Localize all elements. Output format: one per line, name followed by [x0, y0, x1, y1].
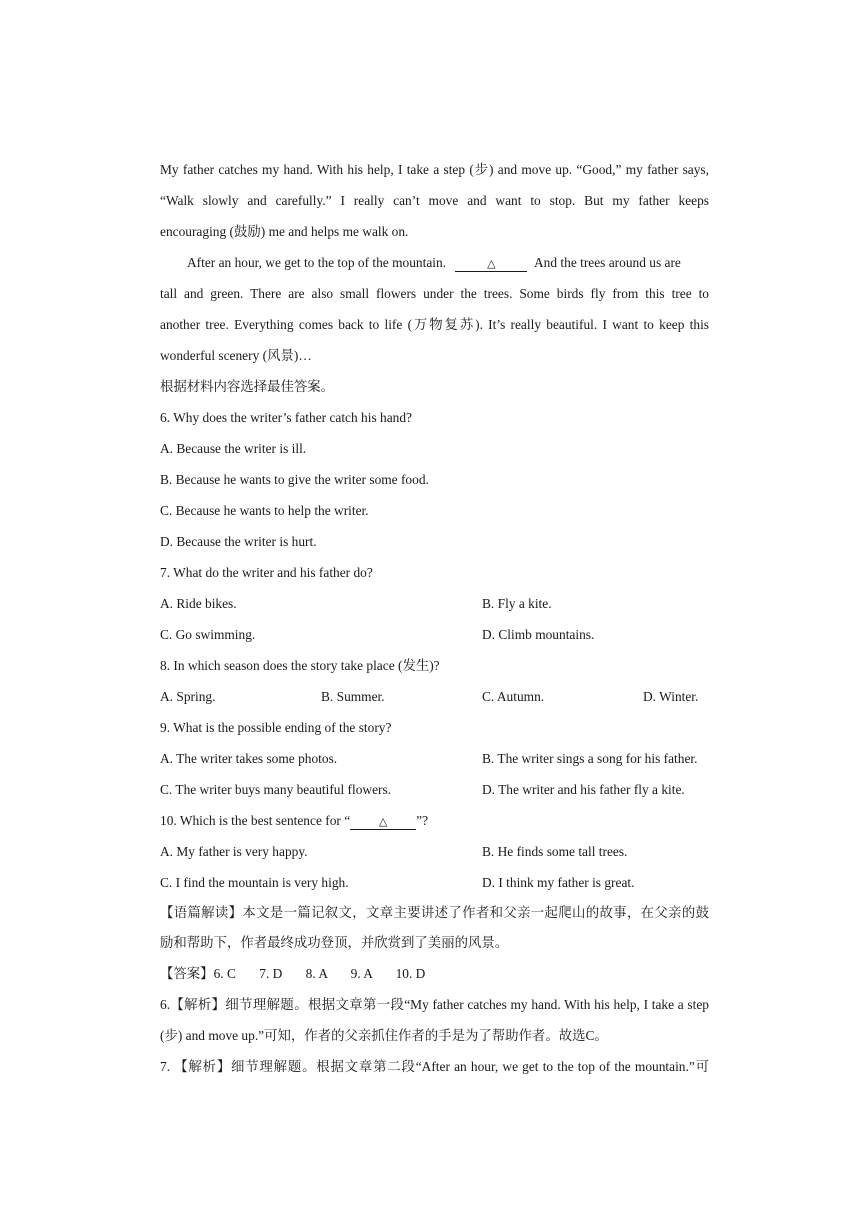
answer-key	[160, 965, 709, 983]
option: C. Go swimming.	[160, 627, 256, 642]
explanation-line: 7. 【解析】细节理解题。根据文章第二段“After an hour, we get to the top of the mountain.”可	[160, 1059, 709, 1074]
explanation-line: (步) and move up.”可知，作者的父亲抓住作者的手是为了帮助作者。故选C。	[160, 1028, 608, 1043]
option: C. Because he wants to help the writer.	[160, 503, 369, 518]
passage-text: After an hour, we get to the top of the mountain.	[187, 255, 447, 270]
option: C. Autumn.	[482, 689, 545, 704]
option: C. The writer buys many beautiful flowers.	[160, 782, 392, 797]
summary-line: 【语篇解读】本文是一篇记叙文，文章主要讲述了作者和父亲一起爬山的故事，在父亲的鼓	[160, 905, 709, 920]
question-stem: 6. Why does the writer’s father catch his hand?	[160, 410, 412, 425]
option: D. Winter.	[643, 689, 699, 704]
option: A. My father is very happy.	[160, 844, 308, 859]
option: B. He finds some tall trees.	[482, 844, 628, 859]
explanation-line: 6.【解析】细节理解题。根据文章第一段“My father catches my hand. With his help, I take a step	[160, 997, 709, 1012]
answer-blank: △	[455, 257, 527, 272]
answer-blank: △	[350, 815, 416, 830]
option: A. The writer takes some photos.	[160, 751, 338, 766]
question-text: 10. Which is the best sentence for “	[160, 813, 351, 828]
answer-item: 8. A	[305, 966, 328, 981]
option: B. Fly a kite.	[482, 596, 552, 611]
option: D. Climb mountains.	[482, 627, 595, 642]
option: B. Summer.	[321, 689, 385, 704]
passage-line-with-blank	[187, 254, 709, 272]
option: D. The writer and his father fly a kite.	[482, 782, 685, 797]
option: C. I find the mountain is very high.	[160, 875, 349, 890]
passage-line: My father catches my hand. With his help, I take a step (步) and move up. “Good,” my father says,	[160, 162, 709, 177]
answer-item: 7. D	[259, 966, 283, 981]
passage-line: another tree. Everything comes back to life (万物复苏). It’s really beautiful. I want to keep this	[160, 317, 709, 332]
passage-text: And the trees around us are	[534, 255, 681, 270]
question-stem	[160, 812, 709, 830]
summary-line: 励和帮助下，作者最终成功登顶，并欣赏到了美丽的风景。	[160, 935, 509, 950]
passage-line: wonderful scenery (风景)…	[160, 348, 312, 363]
option: A. Because the writer is ill.	[160, 441, 307, 456]
answer-label: 【答案】	[160, 966, 214, 981]
question-stem: 7. What do the writer and his father do?	[160, 565, 373, 580]
passage-line: encouraging (鼓励) me and helps me walk on.	[160, 224, 409, 239]
option: A. Ride bikes.	[160, 596, 237, 611]
answer-item: 6. C	[213, 966, 236, 981]
passage-line: tall and green. There are also small flowers under the trees. Some birds fly from this tree to	[160, 286, 709, 301]
option: A. Spring.	[160, 689, 216, 704]
question-stem: 8. In which season does the story take place (发生)?	[160, 658, 440, 673]
instruction: 根据材料内容选择最佳答案。	[160, 379, 335, 394]
answer-item: 10. D	[395, 966, 426, 981]
option: D. Because the writer is hurt.	[160, 534, 317, 549]
option: D. I think my father is great.	[482, 875, 635, 890]
answer-item: 9. A	[350, 966, 373, 981]
question-text: ”?	[416, 813, 429, 828]
question-stem: 9. What is the possible ending of the story?	[160, 720, 392, 735]
option: B. The writer sings a song for his father.	[482, 751, 698, 766]
passage-line: “Walk slowly and carefully.” I really can’t move and want to stop. But my father keeps	[160, 193, 709, 208]
option: B. Because he wants to give the writer some food.	[160, 472, 429, 487]
